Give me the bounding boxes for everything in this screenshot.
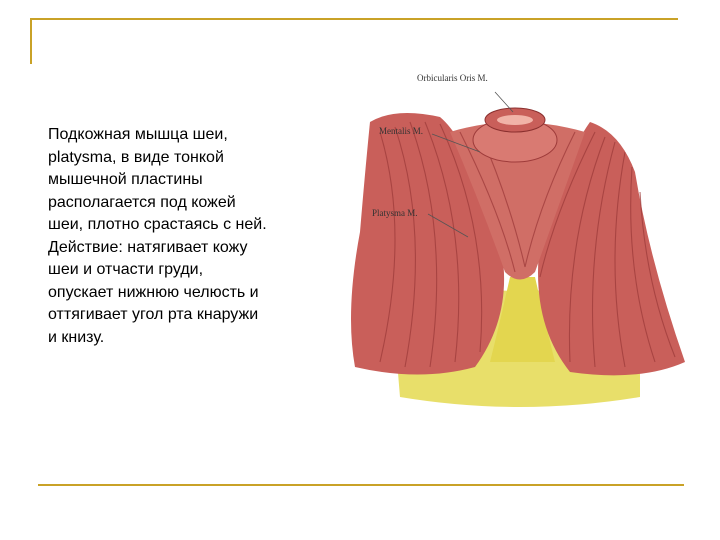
frame-top-rule [30, 18, 678, 20]
label-mentalis: Mentalis M. [379, 126, 423, 136]
label-orbicularis: Orbicularis Oris M. [417, 73, 488, 83]
frame-left-rule [30, 18, 32, 64]
label-platysma: Platysma M. [372, 208, 418, 218]
slide-body-text: Подкожная мышца шеи, platysma, в виде тонкой мышечной пластины располагается под кожей шеи, плотно срастаясь с ней. Действие: натягивает кожу шеи и отчасти груди, опускает нижнюю челюсть и оттягивает угол рта кнаружи и книзу. [48, 126, 267, 346]
lips-opening [497, 115, 533, 125]
platysma-illustration [340, 62, 700, 412]
frame-bottom-rule [38, 484, 684, 486]
